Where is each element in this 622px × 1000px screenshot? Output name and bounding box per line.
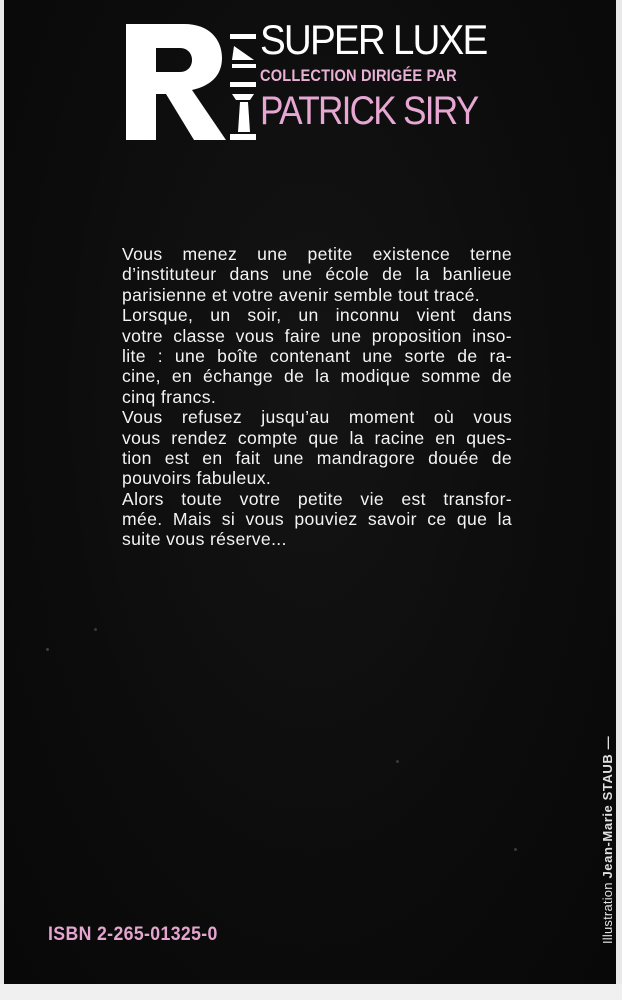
blurb-line: pouvoirs fabuleux.	[122, 468, 272, 489]
page-edge	[0, 984, 622, 1000]
blurb-line: cinq francs.	[122, 386, 217, 407]
blurb-line: suite vous réserve...	[122, 529, 287, 550]
blurb-line: Vous menez une petite existence terne	[122, 244, 512, 264]
series-header	[260, 18, 507, 132]
blurb-line: tion est en fait une mandragore douée de	[122, 447, 512, 468]
series-title: SUPER LUXE	[260, 16, 487, 63]
rf-logo	[122, 20, 258, 144]
illustration-credit	[600, 736, 615, 944]
blurb-line: vous rendez compte que la racine en ques-	[122, 427, 512, 448]
isbn-number: ISBN 2-265-01325-0	[48, 924, 218, 945]
dust-speck	[396, 760, 399, 763]
editor-name: PATRICK SIRY	[260, 89, 478, 133]
blurb-line: Vous refusez jusqu’au moment où vous	[122, 407, 512, 428]
dust-speck	[46, 648, 49, 651]
credit-prefix: Illustration	[600, 882, 615, 944]
collection-line: COLLECTION DIRIGÉE PAR	[260, 66, 457, 85]
blurb-line: mée. Mais si vous pouviez savoir ce que la	[122, 509, 512, 530]
blurb-line: parisienne et votre avenir semble tout tracé.	[122, 284, 481, 305]
blurb-line: votre classe vous faire une proposition inso-	[122, 325, 512, 346]
blurb-line: lite : une boîte contenant une sorte de ra-	[122, 345, 512, 366]
blurb-line: cine, en échange de la modique somme de	[122, 366, 512, 387]
blurb-text	[122, 244, 512, 550]
dust-speck	[94, 628, 97, 631]
blurb-line: d’instituteur dans une école de la banlieue	[122, 264, 512, 285]
credit-artist: Jean-Marie STAUB —	[600, 735, 615, 879]
dust-speck	[514, 848, 517, 851]
back-cover	[4, 0, 616, 984]
blurb-line: Alors toute votre petite vie est transfor-	[122, 488, 512, 509]
blurb-line: Lorsque, un soir, un inconnu vient dans	[122, 305, 512, 326]
